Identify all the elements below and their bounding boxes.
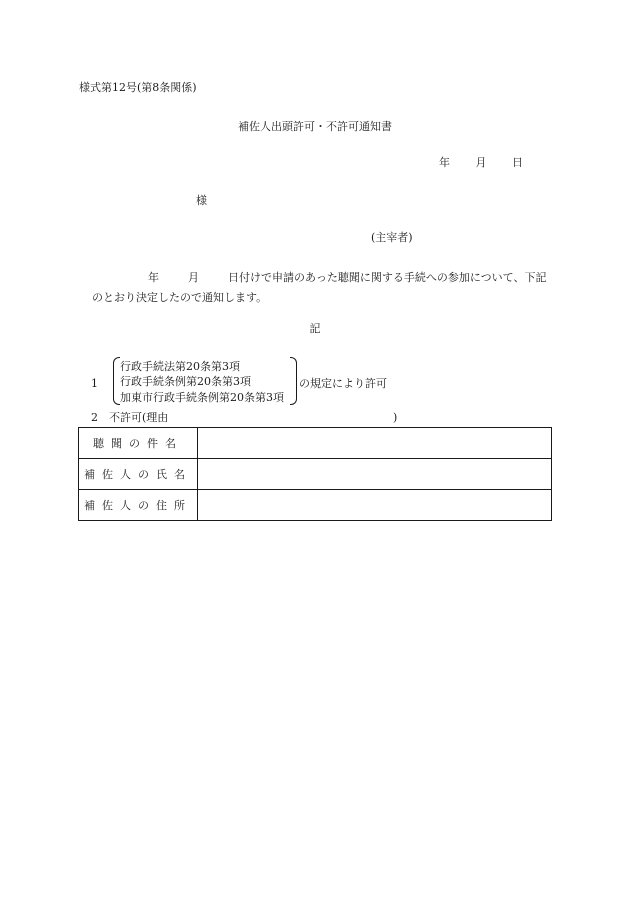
- item2-label: 2 不許可(理由: [91, 411, 169, 424]
- date-month-label: 月: [475, 156, 487, 169]
- body-text: 日付けで申請のあった聴聞に関する手続への参加について、下記のとおり決定したので通知します。: [92, 271, 547, 304]
- date-day-label: 日: [512, 156, 523, 169]
- table-row-value[interactable]: [198, 428, 552, 459]
- item2-close-paren: ): [393, 411, 398, 424]
- table-row-value[interactable]: [198, 490, 552, 521]
- issue-date: [439, 157, 523, 168]
- legal-basis-bracket: [113, 357, 297, 405]
- legal-basis-option: 行政手続条例第20条第3項: [120, 375, 251, 388]
- ki-heading: 記: [309, 322, 321, 335]
- item1-number: 1: [91, 377, 98, 390]
- left-brace: [113, 357, 120, 405]
- body-year-label: 年: [148, 271, 159, 284]
- legal-basis-option: 行政手続法第20条第3項: [120, 360, 240, 373]
- table-row-label: 補佐人の氏名: [79, 459, 198, 490]
- legal-basis-option: 加東市行政手続条例第20条第3項: [120, 391, 284, 404]
- issuer-label: (主宰者): [371, 231, 413, 244]
- form-number: 様式第12号(第8条関係): [79, 81, 197, 94]
- addressee-suffix: 様: [196, 194, 207, 207]
- item1-suffix: の規定により許可: [299, 377, 387, 390]
- table-row: [79, 428, 552, 459]
- right-brace: [290, 357, 297, 405]
- table-row-label: 聴聞の件名: [79, 428, 198, 459]
- body-month-label: 月: [188, 271, 199, 284]
- table-row: [79, 459, 552, 490]
- document-title: 補佐人出頭許可・不許可通知書: [238, 120, 392, 133]
- notice-body: [92, 268, 552, 308]
- date-year-label: 年: [439, 156, 450, 169]
- table-row: [79, 490, 552, 521]
- table-row-label: 補佐人の住所: [79, 490, 198, 521]
- details-table: [78, 427, 552, 521]
- table-row-value[interactable]: [198, 459, 552, 490]
